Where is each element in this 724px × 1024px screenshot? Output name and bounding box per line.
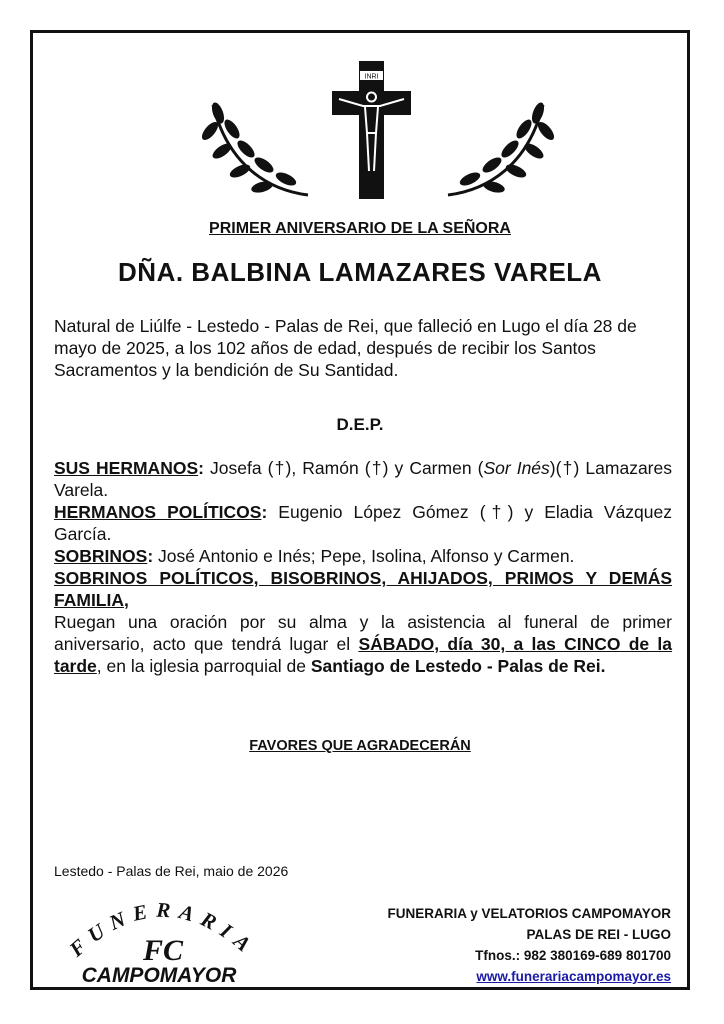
- family-block: [54, 457, 672, 677]
- left-laurel-icon: [198, 95, 313, 205]
- obituary-frame: [30, 30, 690, 990]
- others-line: SOBRINOS POLÍTICOS, BISOBRINOS, AHIJADOS, PRIMOS Y DEMÁS FAMILIA,: [54, 568, 672, 610]
- hermanos-text-1: Josefa (†), Ramón (†) y Carmen (: [203, 458, 484, 478]
- funeral-home-website[interactable]: www.funerariacampomayor.es: [476, 969, 671, 984]
- logo-name: CAMPOMAYOR: [81, 964, 237, 987]
- sobrinos-label: SOBRINOS: [54, 546, 148, 566]
- request-text-1: Ruegan una oración por su alma y la asistencia al funeral de primer aniversario, acto que tendrá lugar el: [54, 612, 672, 654]
- funeral-home-name: FUNERARIA y VELATORIOS CAMPOMAYOR: [387, 906, 671, 921]
- politicos-line: HERMANOS POLÍTICOS: Eugenio López Gómez (†) y Eladia Vázquez García.: [54, 502, 673, 544]
- hermanos-text-2: )(†) Lamazares Varela.: [54, 458, 672, 500]
- logo-arc-text: FUNERARIA: [64, 897, 262, 962]
- funeral-home-phones: Tfnos.: 982 380169-689 801700: [475, 948, 671, 963]
- funeral-home-location: PALAS DE REI - LUGO: [526, 927, 671, 942]
- right-laurel-icon: [443, 95, 558, 205]
- dep-text: D.E.P.: [336, 415, 384, 434]
- request-place: Santiago de Lestedo - Palas de Rei.: [310, 656, 606, 676]
- anniversary-title: PRIMER ANIVERSARIO DE LA SEÑORA: [209, 220, 511, 237]
- sobrinos-text: José Antonio e Inés; Pepe, Isolina, Alfonso y Carmen.: [153, 546, 575, 566]
- hermanos-italic: Sor Inés: [483, 458, 550, 478]
- funeral-home-info: [387, 903, 671, 987]
- place-date: Lestedo - Palas de Rei, maio de 2026: [54, 863, 289, 879]
- hermanos-label: SUS HERMANOS: [54, 458, 199, 478]
- crucifix-icon: [329, 59, 414, 201]
- hermanos-line: SUS HERMANOS: Josefa (†), Ramón (†) y Carmen (Sor Inés)(†) Lamazares Varela.: [54, 458, 672, 500]
- favores-text: FAVORES QUE AGRADECERÁN: [249, 738, 471, 754]
- request-paragraph: [54, 611, 672, 677]
- deceased-name: DÑA. BALBINA LAMAZARES VARELA: [118, 257, 602, 287]
- inri-sign: INRI: [364, 73, 379, 81]
- funeraria-logo: [53, 888, 273, 988]
- politicos-text: Eugenio López Gómez (†) y Eladia Vázquez García.: [54, 502, 673, 544]
- logo-monogram: FC: [142, 934, 184, 967]
- request-date: SÁBADO, día 30, a las CINCO de la tarde: [54, 634, 673, 676]
- request-text-2: , en la iglesia parroquial de: [96, 656, 311, 676]
- intro-paragraph: Natural de Liúlfe - Lestedo - Palas de Rei, que falleció en Lugo el día 28 de mayo de 2025, a los 102 años de edad, después de recibir los Santos Sacramentos y la bendición de Su Santidad.: [54, 316, 637, 380]
- others-label: SOBRINOS POLÍTICOS, BISOBRINOS, AHIJADOS, PRIMOS Y DEMÁS FAMILIA: [54, 568, 672, 610]
- sobrinos-line: SOBRINOS: José Antonio e Inés; Pepe, Isolina, Alfonso y Carmen.: [54, 546, 575, 566]
- politicos-label: HERMANOS POLÍTICOS: [54, 502, 262, 522]
